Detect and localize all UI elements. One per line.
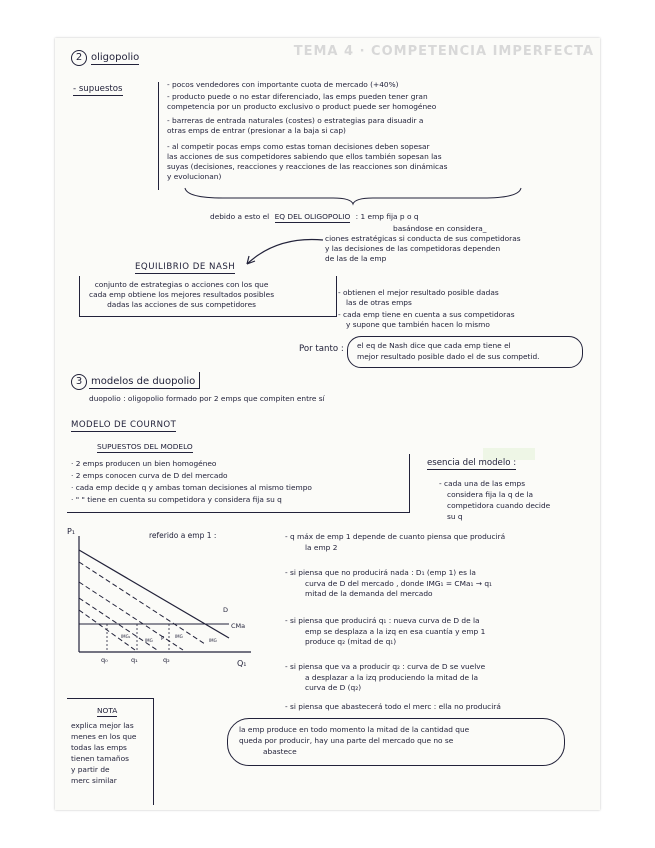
diagram-title: referido a emp 1 : [149,531,217,540]
img-label-3: IMG [175,634,183,639]
esencia-title: esencia del modelo : [427,458,517,468]
explanation-5: - si piensa que abastecerá todo el merc : ella no producirá [285,702,501,711]
notebook-page [55,38,600,810]
y-axis-label: P₁ [67,527,76,536]
img-label-4: IMG [209,638,217,643]
nash-title: EQUILIBRIO DE NASH [135,262,236,272]
cma-label: CMa [231,622,246,630]
q-tick-2: q₂ [163,656,170,664]
nash-point-1: - obtienen el mejor resultado posible dadas las de otras emps [338,288,499,307]
img-label-1: IMG₁ [121,634,131,639]
q-tick-1: q₁ [131,656,138,664]
p-label: P [161,636,165,642]
esencia-text: - cada una de las emps considera fija la q de la competidora cuando decide su q [439,479,551,521]
nota-title: NOTA [97,706,118,715]
eq-oligopolio-line: debido a esto el EQ DEL OLIGOPOLIO : 1 emp fija p o q [210,212,419,221]
final-note: la emp produce en todo momento la mitad de la cantidad que queda por producir, hay una parte del mercado que no se abastece [239,725,470,756]
nash-definition: conjunto de estrategias o acciones con los que cada emp obtiene los mejores resultados posibles dadas las acciones de sus competidores [89,280,275,309]
supuestos-label: - supuestos [73,84,123,94]
supuesto-item-3: - barreras de entrada naturales (costes) o estrategias para disuadir a otras emps de entrar (presionar a la baja si cap) [167,116,424,135]
demand-label: D [223,606,229,614]
shifted-demand-2 [79,582,183,650]
section-2-heading [71,50,139,66]
section-number: 3 [71,374,87,390]
section-title: modelos de duopolio [91,376,196,387]
cournot-supuestos: · 2 emps producen un bien homogéneo · 2 emps conocen curva de D del mercado · cada emp decide q y ambas toman decisiones al mismo tiempo · " " tiene en cuenta su competidora y considera fija su q [71,459,312,504]
nota-text: explica mejor las menes en los que todas las emps tienen tamaños y partir de merc similar [71,721,137,785]
section-title: oligopolio [91,52,140,63]
cournot-supuestos-title: SUPUESTOS DEL MODELO [97,442,193,451]
img-label-2: IMG [145,638,153,643]
explanation-1: - q máx de emp 1 depende de cuanto piensa que producirá la emp 2 [285,532,506,552]
cournot-title: MODELO DE COURNOT [71,420,177,430]
demand-curve [79,550,229,638]
x-axis-label: Q₁ [237,659,247,668]
nash-point-2: - cada emp tiene en cuenta a sus competidoras y supone que también hacen lo mismo [338,310,515,329]
supuesto-item-1: - pocos vendedores con importante cuota de mercado (+40%) [167,80,399,89]
explanation-4: - si piensa que va a producir q₂ : curva de D se vuelve a desplazar a la izq produciendo la mitad de la curva de D (q₂) [285,662,486,692]
supuesto-item-2: - producto puede o no estar diferenciado, las emps pueden tener gran competencia por un producto exclusivo o product puede ser homogéneo [167,92,437,111]
explanation-2: - si piensa que no producirá nada : D₁ (emp 1) es la curva de D del mercado , donde IMG₁ = CMa₁ → q₁ mitad de la demanda del mercado [285,568,492,598]
por-tanto-label: Por tanto : [299,344,344,354]
bleed-through-text: TEMA 4 · COMPETENCIA IMPERFECTA [293,44,594,59]
supuestos-bracket-line [158,82,159,190]
eq-oligopolio-detail: basándose en considera_ ciones estratégicas si conducta de sus competidoras y las decisiones de las competidoras dependen de las de la emp [325,224,521,263]
section-number: 2 [71,50,87,66]
duopolio-definition: duopolio : oligopolio formado por 2 emps que compiten entre sí [89,394,325,403]
section-3-underline-box [89,372,200,389]
cournot-diagram [65,522,265,672]
brace-decoration [183,186,523,206]
curved-arrow-icon [237,234,327,270]
q-tick-0: q₀ [101,656,108,664]
shifted-demand-1 [79,562,205,644]
supuesto-item-4: - al competir pocas emps como estas toman decisiones deben sopesar las acciones de sus competidores sabiendo que ellos también sopesan las suyas (decisiones, reacciones y reacciones de las reacciones son dinámicas y evolucionan) [167,142,448,181]
eq-oligopolio-term: EQ DEL OLIGOPOLIO [274,212,351,221]
explanation-3: - si piensa que producirá q₁ : nueva curva de D de la emp se desplaza a la izq en esa cuantía y emp 1 produce q₂ (mitad de q₁) [285,616,486,646]
nash-conclusion: el eq de Nash dice que cada emp tiene el mejor resultado posible dado el de sus competid. [357,341,540,361]
